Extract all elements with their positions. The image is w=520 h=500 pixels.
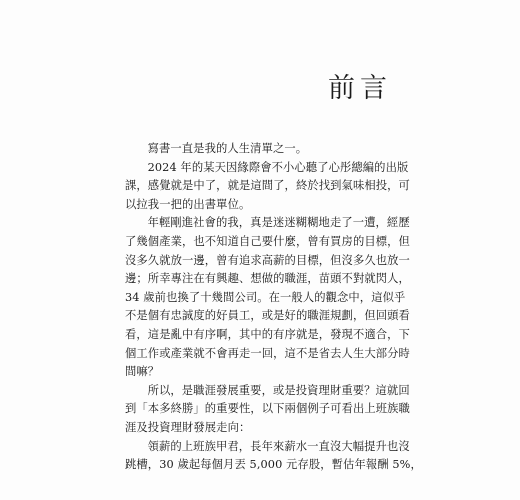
paragraph [125,438,422,475]
text-line: 涯及投資理財發展走向： [125,420,251,434]
text-line: 跳槽，30 歲起每個月丟 5,000 元存股，暫估年報酬 5%， [125,458,422,472]
text-line: 間嘛？ [125,365,160,379]
paragraph [125,214,410,381]
text-line: 2024 年的某天因緣際會不小心聽了心彤總編的出版 [147,160,409,174]
paragraph [125,382,410,438]
text-line: 年輕剛進社會的我，真是迷迷糊糊地走了一遭，經歷 [147,216,410,230]
chapter-title: 前言 [328,73,392,104]
text-line: 領薪的上班族甲君，長年來薪水一直沒大幅提升也沒 [147,439,410,453]
text-line: 以拉我一把的出書單位。 [125,197,251,211]
text-line: 課，感覺就是中了，就是這間了，終於找到氣味相投，可 [125,179,410,193]
paragraph [125,140,387,159]
text-line: 邊；所幸專注在有興趣、想做的職涯，苗頭不對就閃人， [125,272,410,286]
body-text [125,140,422,475]
text-line: 沒多久就放一邊，曾有追求高薪的目標，但沒多久也放一 [125,253,410,267]
text-line: 看，這是亂中有序啊，其中的有序就是，發現不適合，下 [125,327,410,341]
text-line: 個工作或產業就不會再走一回，這不是省去人生大部分時 [125,346,410,360]
text-line: 到「本多終勝」的重要性，以下兩個例子可看出上班族職 [125,402,410,416]
text-line: 不是個有忠誠度的好員工，或是好的職涯規劃，但回頭看 [125,309,410,323]
text-line: 34 歲前也換了十幾間公司。在一般人的觀念中，這似乎 [125,290,406,304]
text-line: 所以，是職涯發展重要，或是投資理財重要？這就回 [147,383,410,397]
text-line: 寫書一直是我的人生清單之一。 [147,142,308,155]
text-line: 了幾個產業，也不知道自己要什麼，曾有買房的目標，但 [125,234,410,248]
paragraph [125,159,410,215]
